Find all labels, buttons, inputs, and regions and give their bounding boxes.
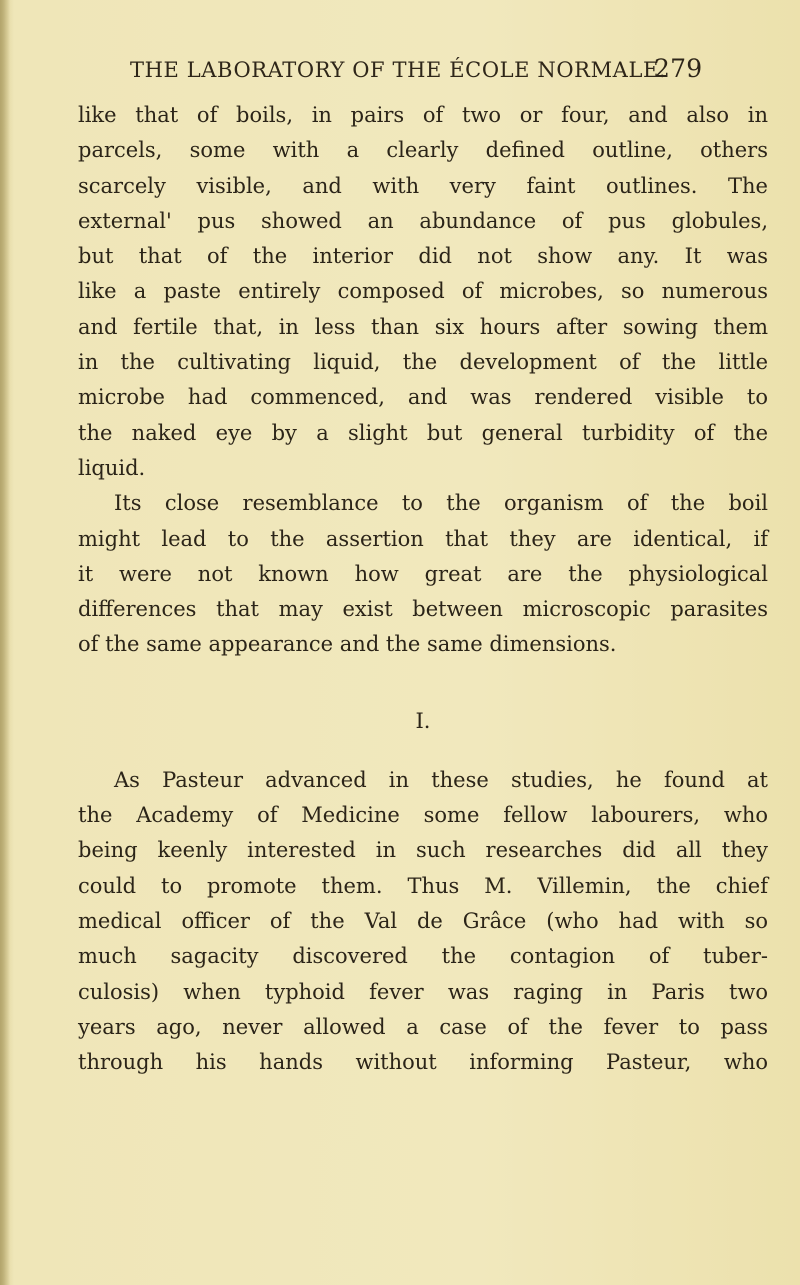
text-line: like a paste entirely composed of microbes, so numerous <box>78 279 768 304</box>
text-line: could to promote them. Thus M. Villemin, the chief <box>78 873 768 898</box>
body-text <box>78 98 768 1080</box>
text-line: through his hands without informing Pasteur, who <box>78 1050 768 1075</box>
text-line: it were not known how great are the physiological <box>78 561 768 586</box>
text-line: like that of boils, in pairs of two or four, and also in <box>78 103 768 127</box>
text-line: As Pasteur advanced in these studies, he found at <box>114 767 768 792</box>
text-line: medical officer of the Val de Grâce (who had with so <box>78 908 768 933</box>
text-line: the naked eye by a slight but general turbidity of the <box>78 420 768 445</box>
section-number: I. <box>415 708 431 733</box>
page-number: 279 <box>654 54 703 83</box>
text-line: and fertile that, in less than six hours after sowing them <box>78 314 768 339</box>
text-line: being keenly interested in such researches did all they <box>78 838 768 863</box>
text-line: scarcely visible, and with very faint outlines. The <box>78 173 768 198</box>
text-line: microbe had commenced, and was rendered visible to <box>78 385 768 410</box>
text-line: much sagacity discovered the contagion of tuber- <box>78 944 768 969</box>
text-line: the Academy of Medicine some fellow labourers, who <box>78 803 768 828</box>
text-line: but that of the interior did not show any. It was <box>78 244 768 269</box>
paragraph-2 <box>78 486 768 662</box>
text-line: parcels, some with a clearly defined outline, others <box>78 138 768 163</box>
text-line: years ago, never allowed a case of the fever to pass <box>78 1014 768 1039</box>
text-line: external' pus showed an abundance of pus globules, <box>78 208 768 233</box>
text-line: differences that may exist between microscopic parasites <box>78 597 768 622</box>
running-title: THE LABORATORY OF THE ÉCOLE NORMALE. <box>130 58 667 82</box>
text-line: Its close resemblance to the organism of the boil <box>114 491 768 516</box>
paragraph-3 <box>78 763 768 1081</box>
text-line: in the cultivating liquid, the development of the little <box>78 350 768 375</box>
text-line: liquid. <box>78 455 146 480</box>
text-line: might lead to the assertion that they are identical, if <box>78 526 768 551</box>
binding-gutter <box>0 0 10 1285</box>
text-line: culosis) when typhoid fever was raging in Paris two <box>78 979 768 1004</box>
paragraph-1 <box>78 98 768 486</box>
running-header <box>130 54 770 83</box>
text-line: of the same appearance and the same dimensions. <box>78 632 617 657</box>
